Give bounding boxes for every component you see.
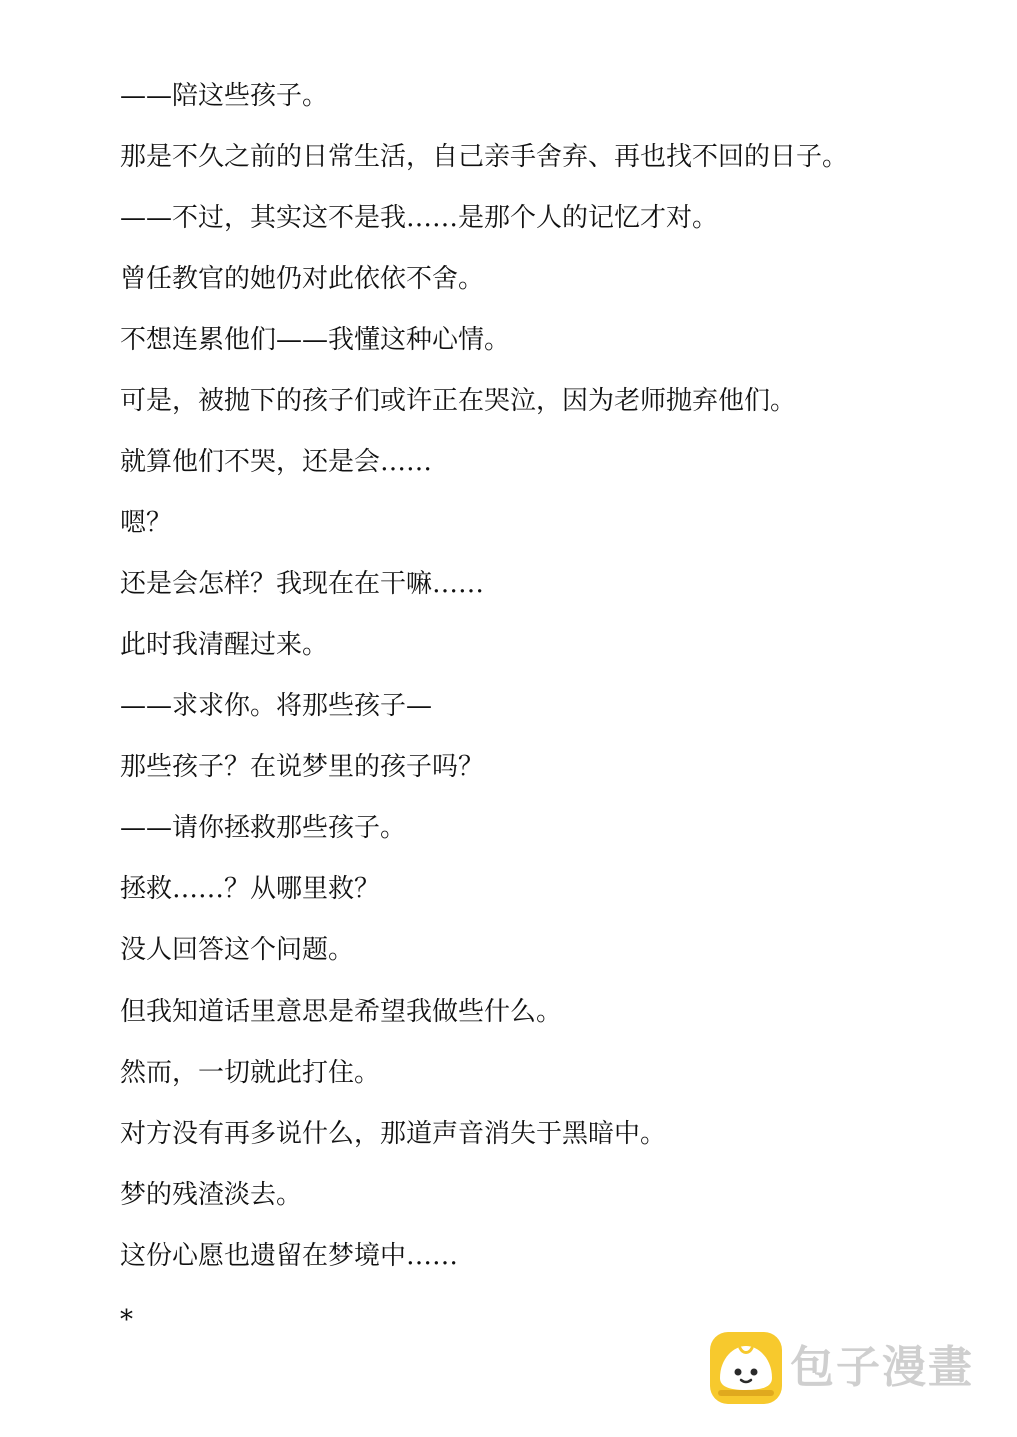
bun-mascot-icon — [710, 1332, 782, 1404]
text-line-11: ——求求你。将那些孩子— — [120, 691, 433, 721]
watermark — [710, 1332, 1000, 1406]
text-line-14: 拯救……？从哪里救？ — [120, 874, 381, 904]
text-line-19: 梦的残渣淡去。 — [120, 1180, 303, 1210]
text-line-12: 那些孩子？在说梦里的孩子吗？ — [120, 752, 485, 782]
text-line-9: 还是会怎样？我现在在干嘛…… — [120, 569, 485, 599]
text-line-2: 那是不久之前的日常生活，自己亲手舍弃、再也找不回的日子。 — [120, 142, 849, 172]
text-line-15: 没人回答这个问题。 — [120, 935, 355, 965]
text-line-10: 此时我清醒过来。 — [120, 630, 329, 660]
text-line-20: 这份心愿也遗留在梦境中…… — [120, 1241, 459, 1271]
text-line-16: 但我知道话里意思是希望我做些什么。 — [120, 997, 563, 1027]
text-line-3: ——不过，其实这不是我……是那个人的记忆才对。 — [120, 203, 719, 233]
text-line-17: 然而，一切就此打住。 — [120, 1058, 381, 1088]
text-line-1: ——陪这些孩子。 — [120, 81, 329, 111]
text-line-18: 对方没有再多说什么，那道声音消失于黑暗中。 — [120, 1119, 667, 1149]
text-line-6: 可是，被抛下的孩子们或许正在哭泣，因为老师抛弃他们。 — [120, 386, 797, 416]
text-line-7: 就算他们不哭，还是会…… — [120, 447, 433, 477]
text-line-5: 不想连累他们——我懂这种心情。 — [120, 325, 511, 355]
text-line-4: 曾任教官的她仍对此依依不舍。 — [120, 264, 485, 294]
section-break-asterisk: * — [120, 1305, 133, 1335]
watermark-text: 包子漫畫 — [790, 1342, 974, 1393]
text-line-13: ——请你拯救那些孩子。 — [120, 813, 407, 843]
text-line-8: 嗯？ — [120, 508, 173, 538]
